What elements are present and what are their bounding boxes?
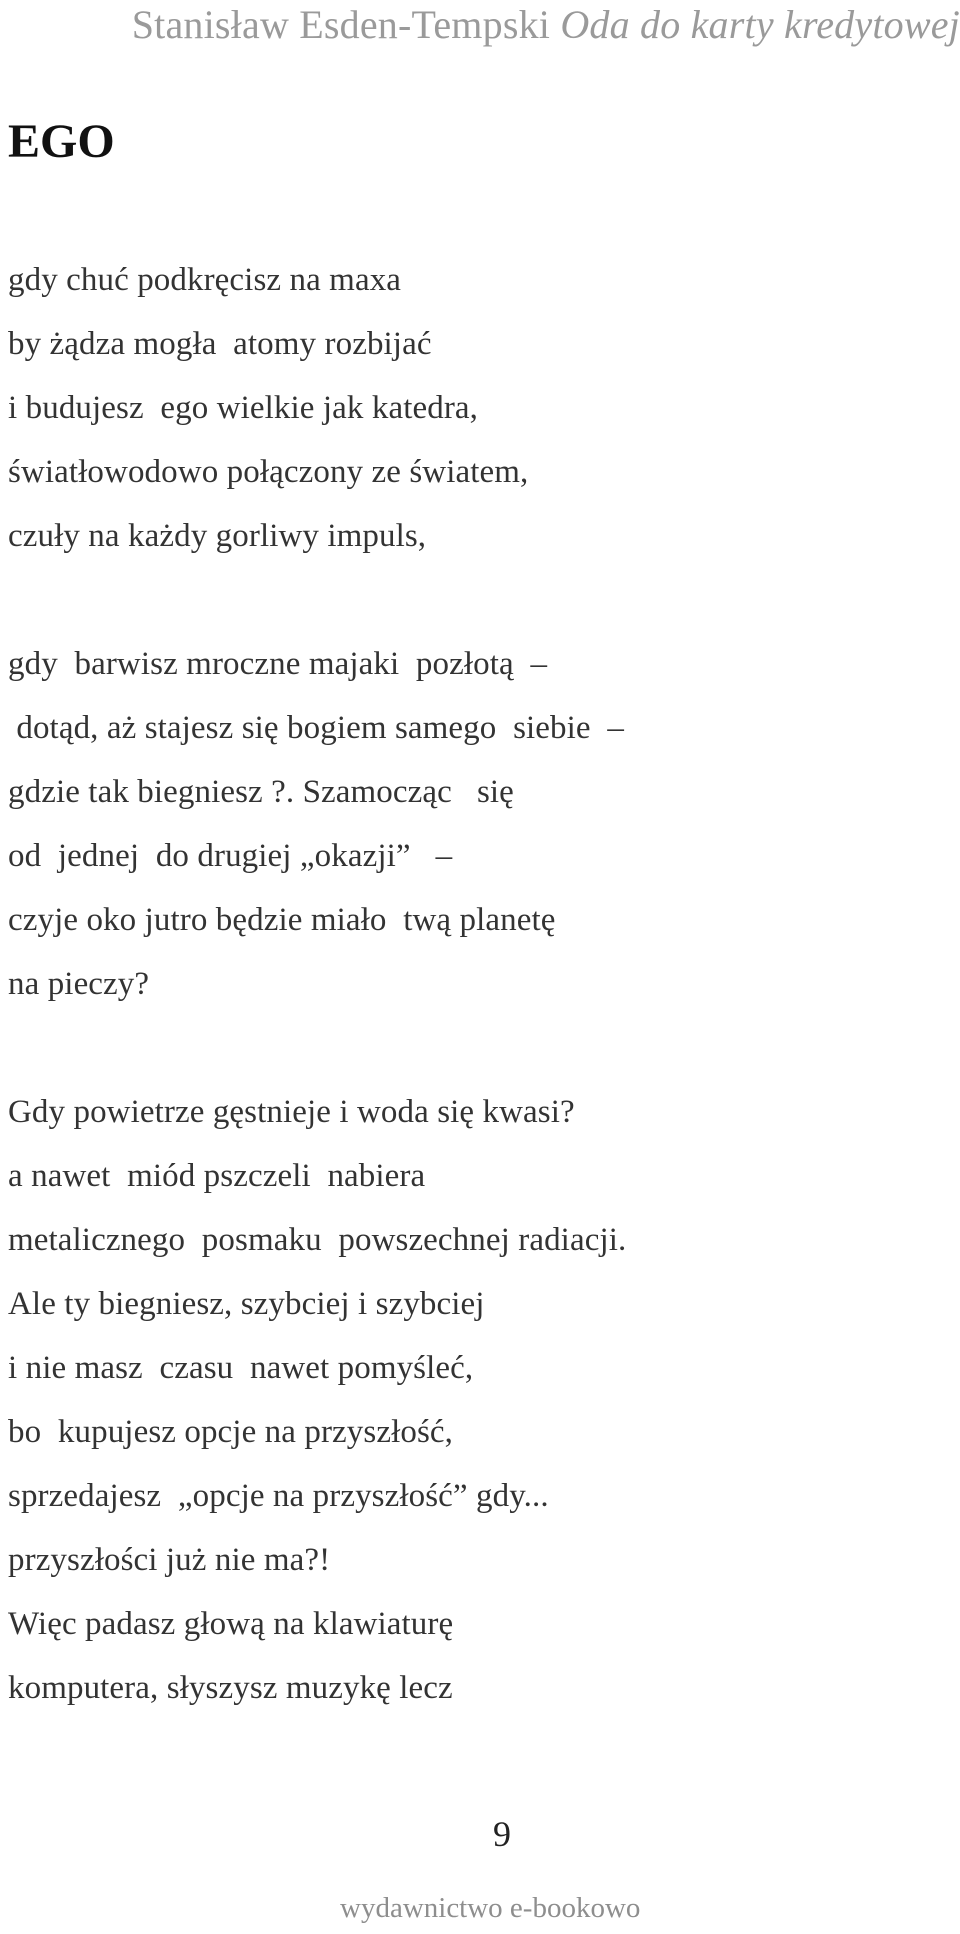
poem-line: gdy barwisz mroczne majaki pozłotą – xyxy=(8,646,548,682)
header-author: Stanisław Esden-Tempski xyxy=(131,2,551,47)
page-number: 9 xyxy=(493,1814,511,1854)
poem-line: Gdy powietrze gęstnieje i woda się kwasi? xyxy=(8,1094,575,1130)
poem-line: od jednej do drugiej „okazji” – xyxy=(8,838,453,874)
poem-line: a nawet miód pszczeli nabiera xyxy=(8,1158,426,1194)
poem-line: Więc padasz głową na klawiaturę xyxy=(8,1606,454,1642)
stanza-1 xyxy=(8,248,958,568)
running-header xyxy=(0,2,960,48)
poem-line: gdzie tak biegniesz ?. Szamocząc się xyxy=(8,774,514,810)
poem-line: gdy chuć podkręcisz na maxa xyxy=(8,262,402,298)
stanza-2 xyxy=(8,632,958,1016)
poem-line: czuły na każdy gorliwy impuls, xyxy=(8,518,427,554)
poem-line: przyszłości już nie ma?! xyxy=(8,1542,331,1578)
poem-body xyxy=(8,248,958,1720)
stanza-3 xyxy=(8,1080,958,1720)
poem-line: komputera, słyszysz muzykę lecz xyxy=(8,1670,453,1706)
poem-line: i budujesz ego wielkie jak katedra, xyxy=(8,390,479,426)
poem-line: by żądza mogła atomy rozbijać xyxy=(8,326,432,362)
poem-line: bo kupujesz opcje na przyszłość, xyxy=(8,1414,453,1450)
poem-line: Ale ty biegniesz, szybciej i szybciej xyxy=(8,1286,485,1322)
header-book-title: Oda do karty kredytowej xyxy=(560,2,960,47)
poem-line: światłowodowo połączony ze światem, xyxy=(8,454,529,490)
poem-line: metalicznego posmaku powszechnej radiacji. xyxy=(8,1222,627,1258)
poem-title: EGO xyxy=(8,115,115,168)
poem-line: dotąd, aż stajesz się bogiem samego siebie – xyxy=(8,710,624,746)
poem-line: i nie masz czasu nawet pomyśleć, xyxy=(8,1350,474,1386)
publisher-footer: wydawnictwo e-bookowo xyxy=(340,1892,641,1924)
poem-line: na pieczy? xyxy=(8,966,150,1002)
poem-line: sprzedajesz „opcje na przyszłość” gdy... xyxy=(8,1478,549,1514)
poem-line: czyje oko jutro będzie miało twą planetę xyxy=(8,902,556,938)
